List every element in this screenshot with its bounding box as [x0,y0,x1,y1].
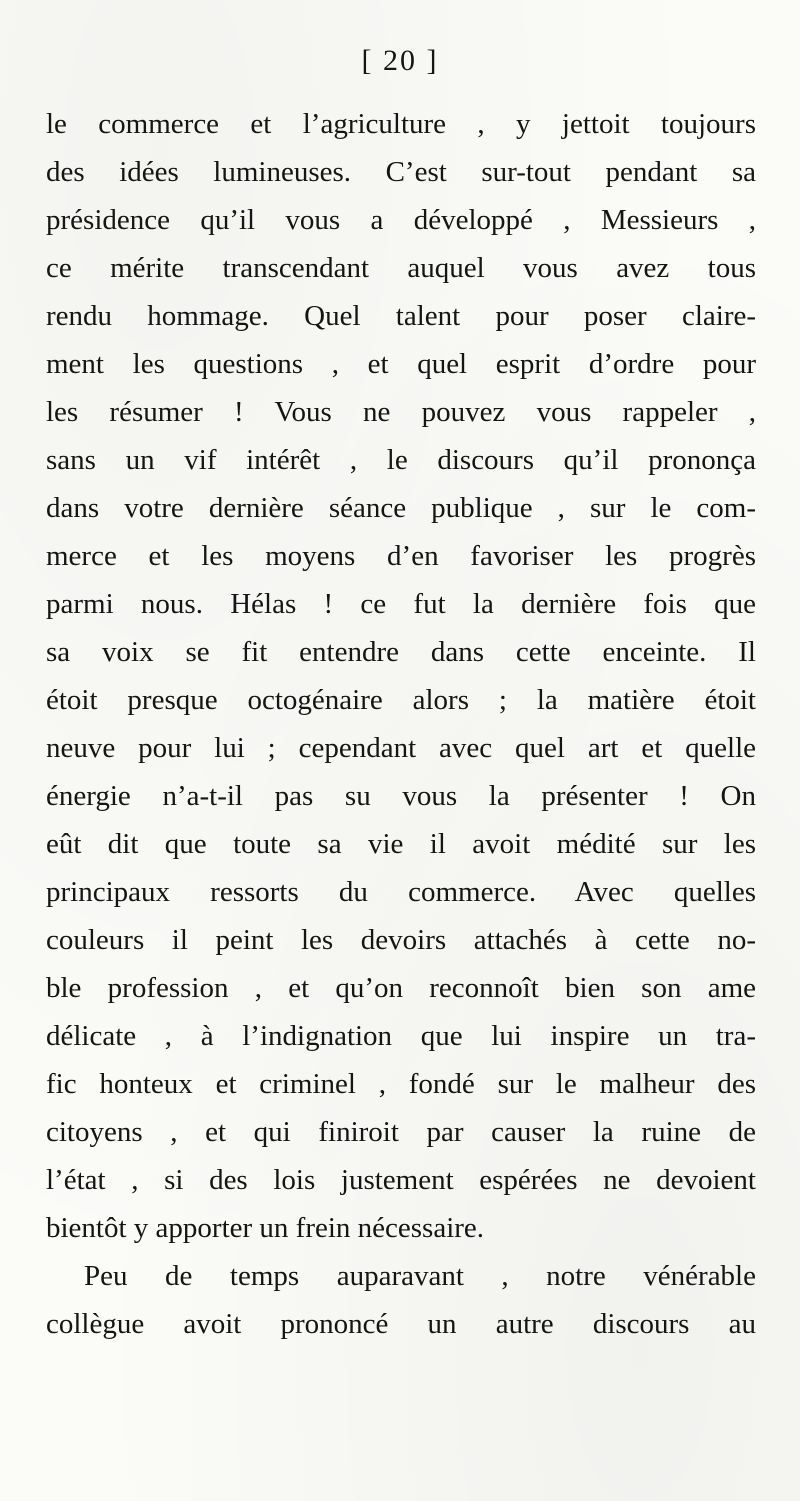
text-line: énergie n’a-t-il pas su vous la présenter ! On [46,780,756,812]
text-line: rendu hommage. Quel talent pour poser claire- [46,300,756,332]
page-number: [ 20 ] [361,44,439,77]
text-line: le commerce et l’agriculture , y jettoit toujours [46,108,756,140]
text-line: fic honteux et criminel , fondé sur le malheur des [46,1068,756,1100]
text-line: étoit presque octogénaire alors ; la matière étoit [46,684,756,716]
text-line: des idées lumineuses. C’est sur-tout pendant sa [46,156,756,188]
text-line: eût dit que toute sa vie il avoit médité sur les [46,828,756,860]
text-line: délicate , à l’indignation que lui inspire un tra- [46,1020,756,1052]
text-line: couleurs il peint les devoirs attachés à cette no- [46,924,756,956]
text-line: présidence qu’il vous a développé , Messieurs , [46,204,756,236]
text-line: l’état , si des lois justement espérées ne devoient [46,1164,756,1196]
text-line: ment les questions , et quel esprit d’ordre pour [46,348,756,380]
text-line: neuve pour lui ; cependant avec quel art et quelle [46,732,756,764]
text-line: principaux ressorts du commerce. Avec quelles [46,876,756,908]
text-line: collègue avoit prononcé un autre discours au [46,1308,756,1340]
body-text [46,100,756,1348]
text-line: dans votre dernière séance publique , sur le com- [46,492,756,524]
text-line: bientôt y apporter un frein nécessaire. [46,1212,485,1244]
text-line: ce mérite transcendant auquel vous avez tous [46,252,756,284]
text-line: les résumer ! Vous ne pouvez vous rappeler , [46,396,756,428]
text-line: merce et les moyens d’en favoriser les progrès [46,540,756,572]
text-line: parmi nous. Hélas ! ce fut la dernière fois que [46,588,756,620]
text-line: sans un vif intérêt , le discours qu’il prononça [46,444,756,476]
text-line: ble profession , et qu’on reconnoît bien son ame [46,972,756,1004]
text-line: citoyens , et qui finiroit par causer la ruine de [46,1116,756,1148]
paragraph-start-line: Peu de temps auparavant , notre vénérable [84,1260,756,1292]
text-line: sa voix se fit entendre dans cette enceinte. Il [46,636,756,668]
